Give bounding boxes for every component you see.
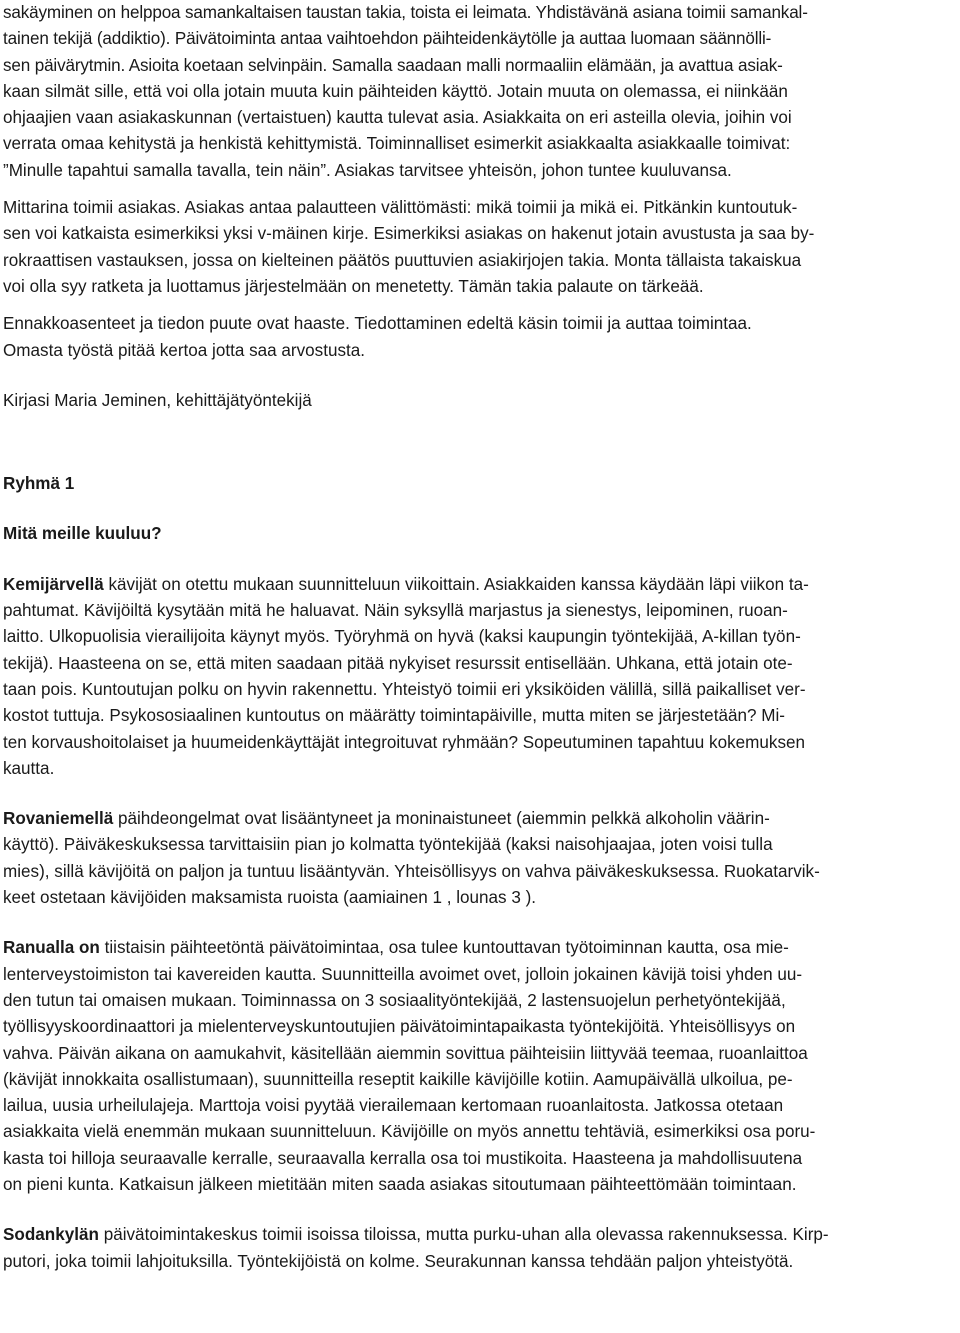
intro-paragraph bbox=[3, 0, 951, 184]
text-line: kautta. bbox=[3, 758, 55, 778]
text-line: mies), sillä kävijöitä on paljon ja tuntuu lisääntyvän. Yhteisöllisyys on vahva päiväkeskuksessa. Ruokatarvik- bbox=[3, 861, 820, 881]
text-line: Sodankylän päivätoimintakeskus toimii isoissa tiloissa, mutta purku-uhan alla olevassa rakennuksessa. Kirp- bbox=[3, 1225, 829, 1245]
rovaniemi-paragraph bbox=[3, 806, 951, 911]
text-line: putori, joka toimii lahjoituksilla. Työntekijöistä on kolme. Seurakunnan kanssa tehdään paljon yhteistyötä. bbox=[3, 1251, 794, 1271]
text-line: kostot tuttuja. Psykososiaalinen kuntoutus on määrätty toimintapäiville, mutta miten se järjestetään? Mi- bbox=[3, 706, 785, 726]
text-line: Omasta työstä pitää kertoa jotta saa arvostusta. bbox=[3, 340, 365, 360]
document-page bbox=[3, 0, 951, 1275]
text-line: pahtumat. Kävijöiltä kysytään mitä he haluavat. Näin syksyllä marjastus ja sienestys, leipominen, ruoan- bbox=[3, 601, 788, 621]
text-line: Ranualla on tiistaisin päihteetöntä päivätoimintaa, osa tulee kuntouttavan työtoiminnan kautta, osa mie- bbox=[3, 938, 789, 958]
text-line: kasta toi hilloja seuraavalle kerralle, seuraavalla kerralla osa toi mustikoita. Haasteena ja mahdollisuutena bbox=[3, 1148, 803, 1168]
text-line: taan pois. Kuntoutujan polku on hyvin rakennettu. Yhteistyö toimii eri yksiköiden välillä, sillä paikalliset ver- bbox=[3, 679, 806, 699]
text-line: käyttö). Päiväkeskuksessa tarvittaisiin pian jo kolmatta työntekijää (kaksi naisohjaajaa, joten voisi tulla bbox=[3, 835, 773, 855]
text-line: kaan silmät sille, että voi olla jotain muuta kuin päihteiden käyttö. Jotain muuta on olemassa, ei niinkään bbox=[3, 81, 788, 101]
text-line: ohjaajien vaan asiakaskunnan (vertaistuen) kautta tulevat asia. Asiakkaita on eri asteilla olevia, joihin voi bbox=[3, 108, 792, 128]
text-line: lenterveystoimiston tai kavereiden kautta. Suunnitteilla avoimet ovet, jolloin jokainen kävijä toisi yhden uu- bbox=[3, 964, 803, 984]
place-name: Rovaniemellä bbox=[3, 809, 114, 829]
ranua-paragraph bbox=[3, 935, 951, 1198]
text-line: sen päivärytmin. Asioita koetaan selvinpäin. Samalla saadaan malli normaaliin elämään, ja avattua asiak- bbox=[3, 55, 783, 75]
text-line: tainen tekijä (addiktio). Päivätoiminta antaa vaihtoehdon päihteidenkäytölle ja auttaa luomaan säännölli- bbox=[3, 29, 772, 49]
sodankyla-paragraph bbox=[3, 1222, 951, 1275]
question-heading: Mitä meille kuuluu? bbox=[3, 524, 162, 544]
text-line: laitto. Ulkopuolisia vierailijoita käynyt myös. Työryhmä on hyvä (kaksi kaupungin työntekijää, A-killan työn- bbox=[3, 627, 801, 647]
text-line: (kävijät innokkaita osallistumaan), suunnitteilla reseptit kaikille kävijöille kotiin. Aamupäivällä ulkoilua, pe- bbox=[3, 1069, 793, 1089]
feedback-paragraph bbox=[3, 195, 951, 300]
text-line: on pieni kunta. Katkaisun jälkeen mietitään miten saada asiakas sitoutumaan päihteettömään toimintaan. bbox=[3, 1174, 797, 1194]
text-line: Mittarina toimii asiakas. Asiakas antaa palautteen välittömästi: mikä toimii ja mikä ei. Pitkänkin kuntoutuk- bbox=[3, 198, 798, 218]
author-credit: Kirjasi Maria Jeminen, kehittäjätyöntekijä bbox=[3, 390, 312, 410]
text-line: keet ostetaan kävijöiden maksamista ruoista (aamiainen 1 , lounas 3 ). bbox=[3, 888, 537, 908]
text-line: työllisyyskoordinaattori ja mielenterveyskuntoutujien päivätoimintapaikasta työntekijöitä. Yhteisöllisyys on bbox=[3, 1017, 796, 1037]
text-line: sen voi katkaista esimerkiksi yksi v-mäinen kirje. Esimerkiksi asiakas on hakenut jotain avustusta ja saa by- bbox=[3, 224, 815, 244]
text-line: ten korvaushoitolaiset ja huumeidenkäyttäjät integroituvat ryhmään? Sopeutuminen tapahtuu kokemuksen bbox=[3, 732, 806, 752]
text-line: ”Minulle tapahtui samalla tavalla, tein näin”. Asiakas tarvitsee yhteisön, johon tuntee kuuluvansa. bbox=[3, 160, 732, 180]
text-line: den tutun tai omaisen mukaan. Toiminnassa on 3 sosiaalityöntekijää, 2 lastensuojelun perhetyöntekijää, bbox=[3, 990, 786, 1010]
text-line: Kemijärvellä kävijät on otettu mukaan suunnitteluun viikoittain. Asiakkaiden kanssa käydään läpi viikon ta- bbox=[3, 574, 809, 594]
text-line: asiakkaita vielä enemmän mukaan suunnitteluun. Kävijöille on myös annettu tehtäviä, esimerkiksi osa poru- bbox=[3, 1122, 816, 1142]
place-name: Ranualla on bbox=[3, 938, 100, 958]
text-line: tekijä). Haasteena on se, että miten saadaan pitää nykyiset resurssit entisellään. Uhkana, että jotain ote- bbox=[3, 653, 793, 673]
text-line: lailua, uusia urheilulajeja. Marttoja voisi pyytää vierailemaan kertomaan ruoanlaitosta. Jatkossa otetaan bbox=[3, 1096, 784, 1116]
text-line: rokraattisen vastauksen, jossa on kielteinen päätös puuttuvien asiakirjojen takia. Monta tällaista takaiskua bbox=[3, 250, 802, 270]
text-line: Rovaniemellä päihdeongelmat ovat lisääntyneet ja moninaistuneet (aiemmin pelkkä alkoholin väärin- bbox=[3, 809, 770, 829]
text-line: voi olla syy ratketa ja luottamus järjestelmään on menetetty. Tämän takia palaute on tärkeää. bbox=[3, 276, 704, 296]
group-heading: Ryhmä 1 bbox=[3, 474, 75, 494]
text-line: vahva. Päivän aikana on aamukahvit, käsitellään aiemmin sovittua päihteisiin liittyvää teemaa, ruoanlaittoa bbox=[3, 1043, 808, 1063]
text-line: Ennakkoasenteet ja tiedon puute ovat haaste. Tiedottaminen edeltä käsin toimii ja auttaa toimintaa. bbox=[3, 314, 752, 334]
challenges-paragraph bbox=[3, 311, 951, 364]
text-line: verrata omaa kehitystä ja henkistä kehittymistä. Toiminnalliset esimerkit asiakkaalta asiakkaalle toimivat: bbox=[3, 134, 791, 154]
text-line: sakäyminen on helppoa samankaltaisen taustan takia, toista ei leimata. Yhdistävänä asiana toimii samankal- bbox=[3, 3, 808, 22]
kemijarvi-paragraph bbox=[3, 572, 951, 782]
place-name: Kemijärvellä bbox=[3, 574, 104, 594]
place-name: Sodankylän bbox=[3, 1225, 99, 1245]
